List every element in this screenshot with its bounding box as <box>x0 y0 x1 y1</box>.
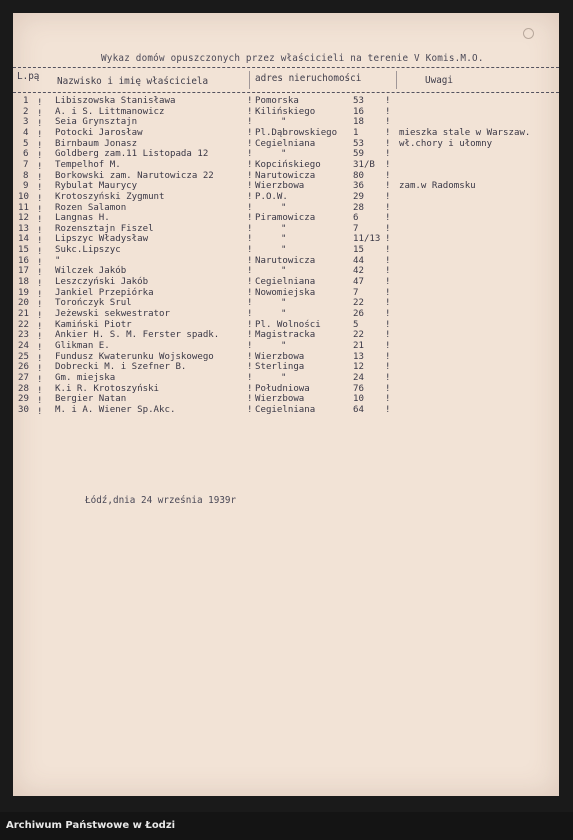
column-separator: ! <box>37 396 43 406</box>
column-separator: ! <box>37 194 43 204</box>
column-separator: ! <box>385 96 391 106</box>
column-separator: ! <box>247 256 253 266</box>
archive-banner <box>0 812 573 840</box>
row-lp: 9 <box>23 181 29 191</box>
column-separator: ! <box>247 203 253 213</box>
column-separator: ! <box>37 130 43 140</box>
column-separator: ! <box>37 119 43 129</box>
column-separator: ! <box>385 192 391 202</box>
row-street: " <box>281 309 287 319</box>
column-separator: ! <box>385 352 391 362</box>
column-separator: ! <box>37 343 43 353</box>
column-separator: ! <box>37 300 43 310</box>
row-owner: Torończyk Srul <box>55 298 132 308</box>
header-divider-1 <box>249 71 250 89</box>
row-number: 31/B <box>353 160 375 170</box>
column-separator: ! <box>247 117 253 127</box>
column-separator: ! <box>37 268 43 278</box>
column-separator: ! <box>385 245 391 255</box>
row-street: Wierzbowa <box>255 394 305 404</box>
row-lp: 22 <box>18 320 29 330</box>
row-lp: 8 <box>23 171 29 181</box>
column-separator: ! <box>247 96 253 106</box>
document-title: Wykaz domów opuszczonych przez właścicieli na terenie V Komis.M.O. <box>101 53 484 64</box>
row-street: Piramowicza <box>255 213 316 223</box>
row-lp: 29 <box>18 394 29 404</box>
row-lp: 13 <box>18 224 29 234</box>
row-lp: 5 <box>23 139 29 149</box>
column-separator: ! <box>247 394 253 404</box>
row-number: 29 <box>353 192 364 202</box>
column-separator: ! <box>385 373 391 383</box>
column-separator: ! <box>247 330 253 340</box>
row-owner: K.i R. Krotoszyński <box>55 384 160 394</box>
column-separator: ! <box>247 309 253 319</box>
header-bottom-rule <box>13 92 559 93</box>
row-lp: 3 <box>23 117 29 127</box>
column-separator: ! <box>37 407 43 417</box>
row-number: 21 <box>353 341 364 351</box>
row-street: " <box>281 298 287 308</box>
row-street: " <box>281 245 287 255</box>
row-street: Kilińskiego <box>255 107 316 117</box>
column-separator: ! <box>37 364 43 374</box>
row-number: 16 <box>353 107 364 117</box>
header-address: adres nieruchomości <box>255 73 362 84</box>
row-number: 1 <box>353 128 359 138</box>
column-separator: ! <box>37 109 43 119</box>
column-separator: ! <box>385 224 391 234</box>
row-lp: 20 <box>18 298 29 308</box>
row-number: 6 <box>353 213 359 223</box>
column-separator: ! <box>37 375 43 385</box>
column-separator: ! <box>37 226 43 236</box>
column-separator: ! <box>385 384 391 394</box>
row-lp: 16 <box>18 256 29 266</box>
row-number: 64 <box>353 405 364 415</box>
column-separator: ! <box>37 247 43 257</box>
column-separator: ! <box>247 234 253 244</box>
row-note: wł.chory i ułomny <box>399 139 493 149</box>
row-number: 10 <box>353 394 364 404</box>
column-separator: ! <box>247 192 253 202</box>
row-owner: " <box>55 256 61 266</box>
row-number: 44 <box>353 256 364 266</box>
row-owner: Sukc.Lipszyc <box>55 245 121 255</box>
column-separator: ! <box>247 160 253 170</box>
header-owner: Nazwisko i imię właściciela <box>57 76 209 87</box>
header-top-rule <box>13 67 559 68</box>
column-separator: ! <box>385 405 391 415</box>
row-owner: Dobrecki M. i Szefner B. <box>55 362 187 372</box>
column-separator: ! <box>37 173 43 183</box>
row-owner: Langnas H. <box>55 213 110 223</box>
column-separator: ! <box>37 98 43 108</box>
row-street: Narutowicza <box>255 171 316 181</box>
column-separator: ! <box>247 266 253 276</box>
column-separator: ! <box>385 362 391 372</box>
row-street: P.O.W. <box>255 192 288 202</box>
row-lp: 23 <box>18 330 29 340</box>
row-number: 18 <box>353 117 364 127</box>
row-street: Nowomiejska <box>255 288 316 298</box>
column-separator: ! <box>385 117 391 127</box>
row-owner: Rozensztajn Fiszel <box>55 224 154 234</box>
row-lp: 17 <box>18 266 29 276</box>
row-street: Cegielniana <box>255 405 316 415</box>
column-separator: ! <box>37 332 43 342</box>
row-owner: Krotoszyński Zygmunt <box>55 192 165 202</box>
column-separator: ! <box>37 354 43 364</box>
row-number: 36 <box>353 181 364 191</box>
header-lp: L.pą <box>17 71 40 82</box>
row-number: 76 <box>353 384 364 394</box>
row-street: Wierzbowa <box>255 181 305 191</box>
column-separator: ! <box>37 258 43 268</box>
column-separator: ! <box>385 181 391 191</box>
row-lp: 28 <box>18 384 29 394</box>
column-separator: ! <box>247 107 253 117</box>
column-separator: ! <box>247 405 253 415</box>
row-owner: Borkowski zam. Narutowicza 22 <box>55 171 214 181</box>
column-separator: ! <box>385 234 391 244</box>
column-separator: ! <box>385 203 391 213</box>
row-note: mieszka stale w Warszaw. <box>399 128 531 138</box>
column-separator: ! <box>37 141 43 151</box>
row-number: 53 <box>353 139 364 149</box>
column-separator: ! <box>385 213 391 223</box>
row-number: 53 <box>353 96 364 106</box>
row-owner: Bergier Natan <box>55 394 127 404</box>
row-street: " <box>281 234 287 244</box>
column-separator: ! <box>247 149 253 159</box>
row-owner: Birnbaum Jonasz <box>55 139 138 149</box>
row-owner: Fundusz Kwaterunku Wojskowego <box>55 352 214 362</box>
row-owner: Rozen Salamon <box>55 203 127 213</box>
row-note: zam.w Radomsku <box>399 181 476 191</box>
row-street: " <box>281 224 287 234</box>
column-separator: ! <box>385 128 391 138</box>
row-lp: 18 <box>18 277 29 287</box>
row-number: 22 <box>353 330 364 340</box>
column-separator: ! <box>385 107 391 117</box>
row-lp: 6 <box>23 149 29 159</box>
row-street: " <box>281 373 287 383</box>
column-separator: ! <box>247 341 253 351</box>
row-street: Sterlinga <box>255 362 305 372</box>
row-owner: Ankier H. S. M. Ferster spadk. <box>55 330 220 340</box>
column-separator: ! <box>247 224 253 234</box>
row-lp: 10 <box>18 192 29 202</box>
column-separator: ! <box>37 236 43 246</box>
row-lp: 26 <box>18 362 29 372</box>
corner-pencil-mark <box>523 28 534 39</box>
column-separator: ! <box>385 160 391 170</box>
document-date: Łódź,dnia 24 września 1939r <box>85 495 237 506</box>
row-number: 28 <box>353 203 364 213</box>
row-lp: 12 <box>18 213 29 223</box>
row-street: Pl.Dąbrowskiego <box>255 128 338 138</box>
column-separator: ! <box>385 309 391 319</box>
row-number: 24 <box>353 373 364 383</box>
row-street: Narutowicza <box>255 256 316 266</box>
column-separator: ! <box>385 298 391 308</box>
row-number: 59 <box>353 149 364 159</box>
column-separator: ! <box>37 151 43 161</box>
row-street: " <box>281 117 287 127</box>
column-separator: ! <box>37 279 43 289</box>
row-owner: Lipszyc Władysław <box>55 234 149 244</box>
row-lp: 1 <box>23 96 29 106</box>
row-lp: 27 <box>18 373 29 383</box>
row-number: 47 <box>353 277 364 287</box>
column-separator: ! <box>385 288 391 298</box>
row-street: " <box>281 149 287 159</box>
row-number: 80 <box>353 171 364 181</box>
document-page <box>13 13 559 796</box>
column-separator: ! <box>247 288 253 298</box>
column-separator: ! <box>247 298 253 308</box>
row-number: 7 <box>353 224 359 234</box>
row-owner: Jeżewski sekwestrator <box>55 309 170 319</box>
row-lp: 7 <box>23 160 29 170</box>
column-separator: ! <box>385 341 391 351</box>
column-separator: ! <box>247 320 253 330</box>
column-separator: ! <box>247 352 253 362</box>
column-separator: ! <box>37 162 43 172</box>
column-separator: ! <box>247 213 253 223</box>
column-separator: ! <box>247 373 253 383</box>
column-separator: ! <box>385 139 391 149</box>
row-lp: 11 <box>18 203 29 213</box>
column-separator: ! <box>247 171 253 181</box>
row-number: 26 <box>353 309 364 319</box>
column-separator: ! <box>385 266 391 276</box>
row-lp: 14 <box>18 234 29 244</box>
row-owner: Kamiński Piotr <box>55 320 132 330</box>
column-separator: ! <box>385 394 391 404</box>
row-owner: Potocki Jarosław <box>55 128 143 138</box>
archive-label: Archiwum Państwowe w Łodzi <box>6 820 176 831</box>
row-lp: 21 <box>18 309 29 319</box>
column-separator: ! <box>385 171 391 181</box>
row-street: " <box>281 266 287 276</box>
row-street: Pomorska <box>255 96 299 106</box>
row-lp: 24 <box>18 341 29 351</box>
row-owner: Rybulat Maurycy <box>55 181 138 191</box>
column-separator: ! <box>247 245 253 255</box>
row-number: 15 <box>353 245 364 255</box>
row-number: 22 <box>353 298 364 308</box>
row-owner: Libiszowska Stanisława <box>55 96 176 106</box>
row-street: Cegielniana <box>255 277 316 287</box>
row-street: Kopcińskiego <box>255 160 321 170</box>
column-separator: ! <box>37 205 43 215</box>
row-owner: Jankiel Przepiórka <box>55 288 154 298</box>
column-separator: ! <box>385 330 391 340</box>
row-owner: Seia Grynsztajn <box>55 117 138 127</box>
column-separator: ! <box>247 139 253 149</box>
row-street: Cegielniana <box>255 139 316 149</box>
column-separator: ! <box>37 215 43 225</box>
column-separator: ! <box>385 149 391 159</box>
row-owner: Leszczyński Jakób <box>55 277 149 287</box>
row-owner: A. i S. Littmanowicz <box>55 107 165 117</box>
row-number: 12 <box>353 362 364 372</box>
row-lp: 2 <box>23 107 29 117</box>
row-lp: 30 <box>18 405 29 415</box>
column-separator: ! <box>247 384 253 394</box>
column-separator: ! <box>385 256 391 266</box>
column-separator: ! <box>385 277 391 287</box>
column-separator: ! <box>37 322 43 332</box>
row-street: Południowa <box>255 384 310 394</box>
row-number: 42 <box>353 266 364 276</box>
column-separator: ! <box>247 128 253 138</box>
header-divider-2 <box>396 71 397 89</box>
header-notes: Uwagi <box>425 75 453 86</box>
row-owner: Gm. miejska <box>55 373 116 383</box>
column-separator: ! <box>247 277 253 287</box>
row-owner: Goldberg zam.11 Listopada 12 <box>55 149 209 159</box>
column-separator: ! <box>247 362 253 372</box>
column-separator: ! <box>247 181 253 191</box>
row-street: " <box>281 341 287 351</box>
row-street: Pl. Wolności <box>255 320 321 330</box>
row-number: 13 <box>353 352 364 362</box>
row-owner: Glikman E. <box>55 341 110 351</box>
column-separator: ! <box>37 183 43 193</box>
row-street: " <box>281 203 287 213</box>
row-owner: Tempelhof M. <box>55 160 121 170</box>
column-separator: ! <box>385 320 391 330</box>
row-number: 11/13 <box>353 234 381 244</box>
row-number: 5 <box>353 320 359 330</box>
row-lp: 19 <box>18 288 29 298</box>
row-street: Magistracka <box>255 330 316 340</box>
column-separator: ! <box>37 311 43 321</box>
row-lp: 25 <box>18 352 29 362</box>
row-owner: M. i A. Wiener Sp.Akc. <box>55 405 176 415</box>
row-lp: 15 <box>18 245 29 255</box>
row-number: 7 <box>353 288 359 298</box>
row-street: Wierzbowa <box>255 352 305 362</box>
column-separator: ! <box>37 290 43 300</box>
column-separator: ! <box>37 386 43 396</box>
row-lp: 4 <box>23 128 29 138</box>
row-owner: Wilczek Jakób <box>55 266 127 276</box>
